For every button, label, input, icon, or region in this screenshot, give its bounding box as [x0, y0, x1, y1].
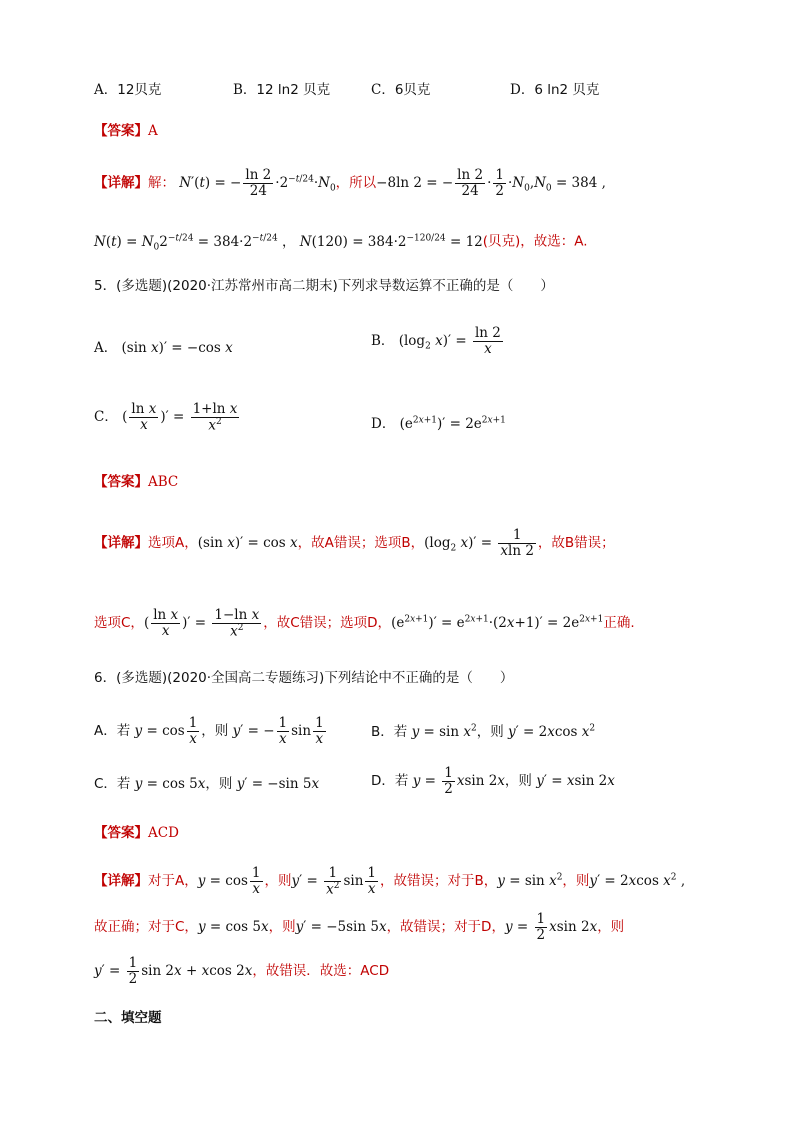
q4-detail-line1: 【详解】解： N′(t) = − $\frac{\ln 2}{24}$ $\cdot 2^{-t/24}\cdot N_0$，所以−8ln 2 = − $\frac{\ln 2}{24}$ · $\frac{1}{2}$ $\cdot N_0,N_0 = 384$ ,: [94, 167, 606, 199]
q5-detail-line1: 【详解】选项A，(sin x)′ = cos x，故A错误；选项B，($\log_2$ x)′ = $\frac{1}{xln 2}$ ，故B错误；: [94, 527, 615, 559]
q6-answer: 【答案】ACD: [94, 825, 179, 841]
q6-detail-line3: y′ = $\frac{1}{2}$ sin 2x + xcos 2x，故错误．故选：ACD: [94, 955, 390, 987]
q6-detail-line2: 故正确；对于C，y = cos 5x，则y′ = −5sin 5x，故错误；对于D，y = $\frac{1}{2}$ xsin 2x，则: [94, 911, 625, 943]
q4-option-c: C．6贝克: [371, 82, 431, 98]
q5-option-d: D． $(e^{2x+1})' = 2e^{2x+1}$: [371, 415, 506, 432]
q4-answer: 【答案】A: [94, 123, 158, 139]
q5-option-b: B． ($\log_2$ x)′ = $\frac{\ln 2}{x}$: [371, 325, 501, 357]
q6-stem: 6．(多选题)(2020·全国高二专题练习)下列结论中不正确的是（ ）: [94, 670, 514, 686]
q6-option-c: C．若 y = cos 5x，则 y′ = −sin 5x: [94, 776, 320, 792]
q5-stem: 5．(多选题)(2020·江苏常州市高二期末)下列求导数运算不正确的是（ ）: [94, 278, 554, 294]
q4-option-d: D．6 ln2 贝克: [510, 82, 600, 98]
q5-option-a: A． (sin x)′ = −cos x: [94, 340, 233, 356]
q6-detail-line1: 【详解】对于A，y = cos $\frac{1}{x}$ ，则y′ = $\frac{1}{x^2}$ sin $\frac{1}{x}$ ，故错误；对于B，$y = \sin x^2$，则y′ = 2xcos $x^2$ ,: [94, 865, 686, 898]
q5-option-c: C． ( $\frac{\text{ln x}}{x}$ )′ = $\frac{\text{1+ln x}}{x^2}$: [94, 401, 238, 434]
q5-detail-line2: 选项C，( $\frac{\text{ln x}}{x}$ )′ = $\frac{\text{1−ln x}}{x^2}$ ，故C错误；选项D，$(e^{2x+1})' = e^{2x+1}\cdot(2x+1)' = 2e^{2x+1}$正确.: [94, 607, 635, 640]
q4-detail-line2: $N(t) = N_02^{-t/24} = 384\cdot 2^{-t/24}$ ， $N(120) = 384\cdot 2^{-120/24} = 12$(贝克)，故选：A.: [94, 233, 588, 253]
q4-option-b: B．12 ln2 贝克: [233, 82, 331, 98]
q6-option-a: A．若 y = cos $\frac{1}{x}$ ，则 y′ = − $\frac{1}{x}$ sin $\frac{1}{x}$: [94, 715, 324, 747]
section-heading: 二、填空题: [94, 1010, 162, 1026]
q6-option-d: D．若 y = $\frac{1}{2}$ xsin 2x，则 y′ = xsin 2x: [371, 765, 615, 797]
q5-answer: 【答案】ABC: [94, 474, 179, 490]
q4-option-a: A．12贝克: [94, 82, 162, 98]
q6-option-b: B．若 $y = \sin x^2$，则 y′ = 2xcos $x^2$: [371, 723, 596, 740]
